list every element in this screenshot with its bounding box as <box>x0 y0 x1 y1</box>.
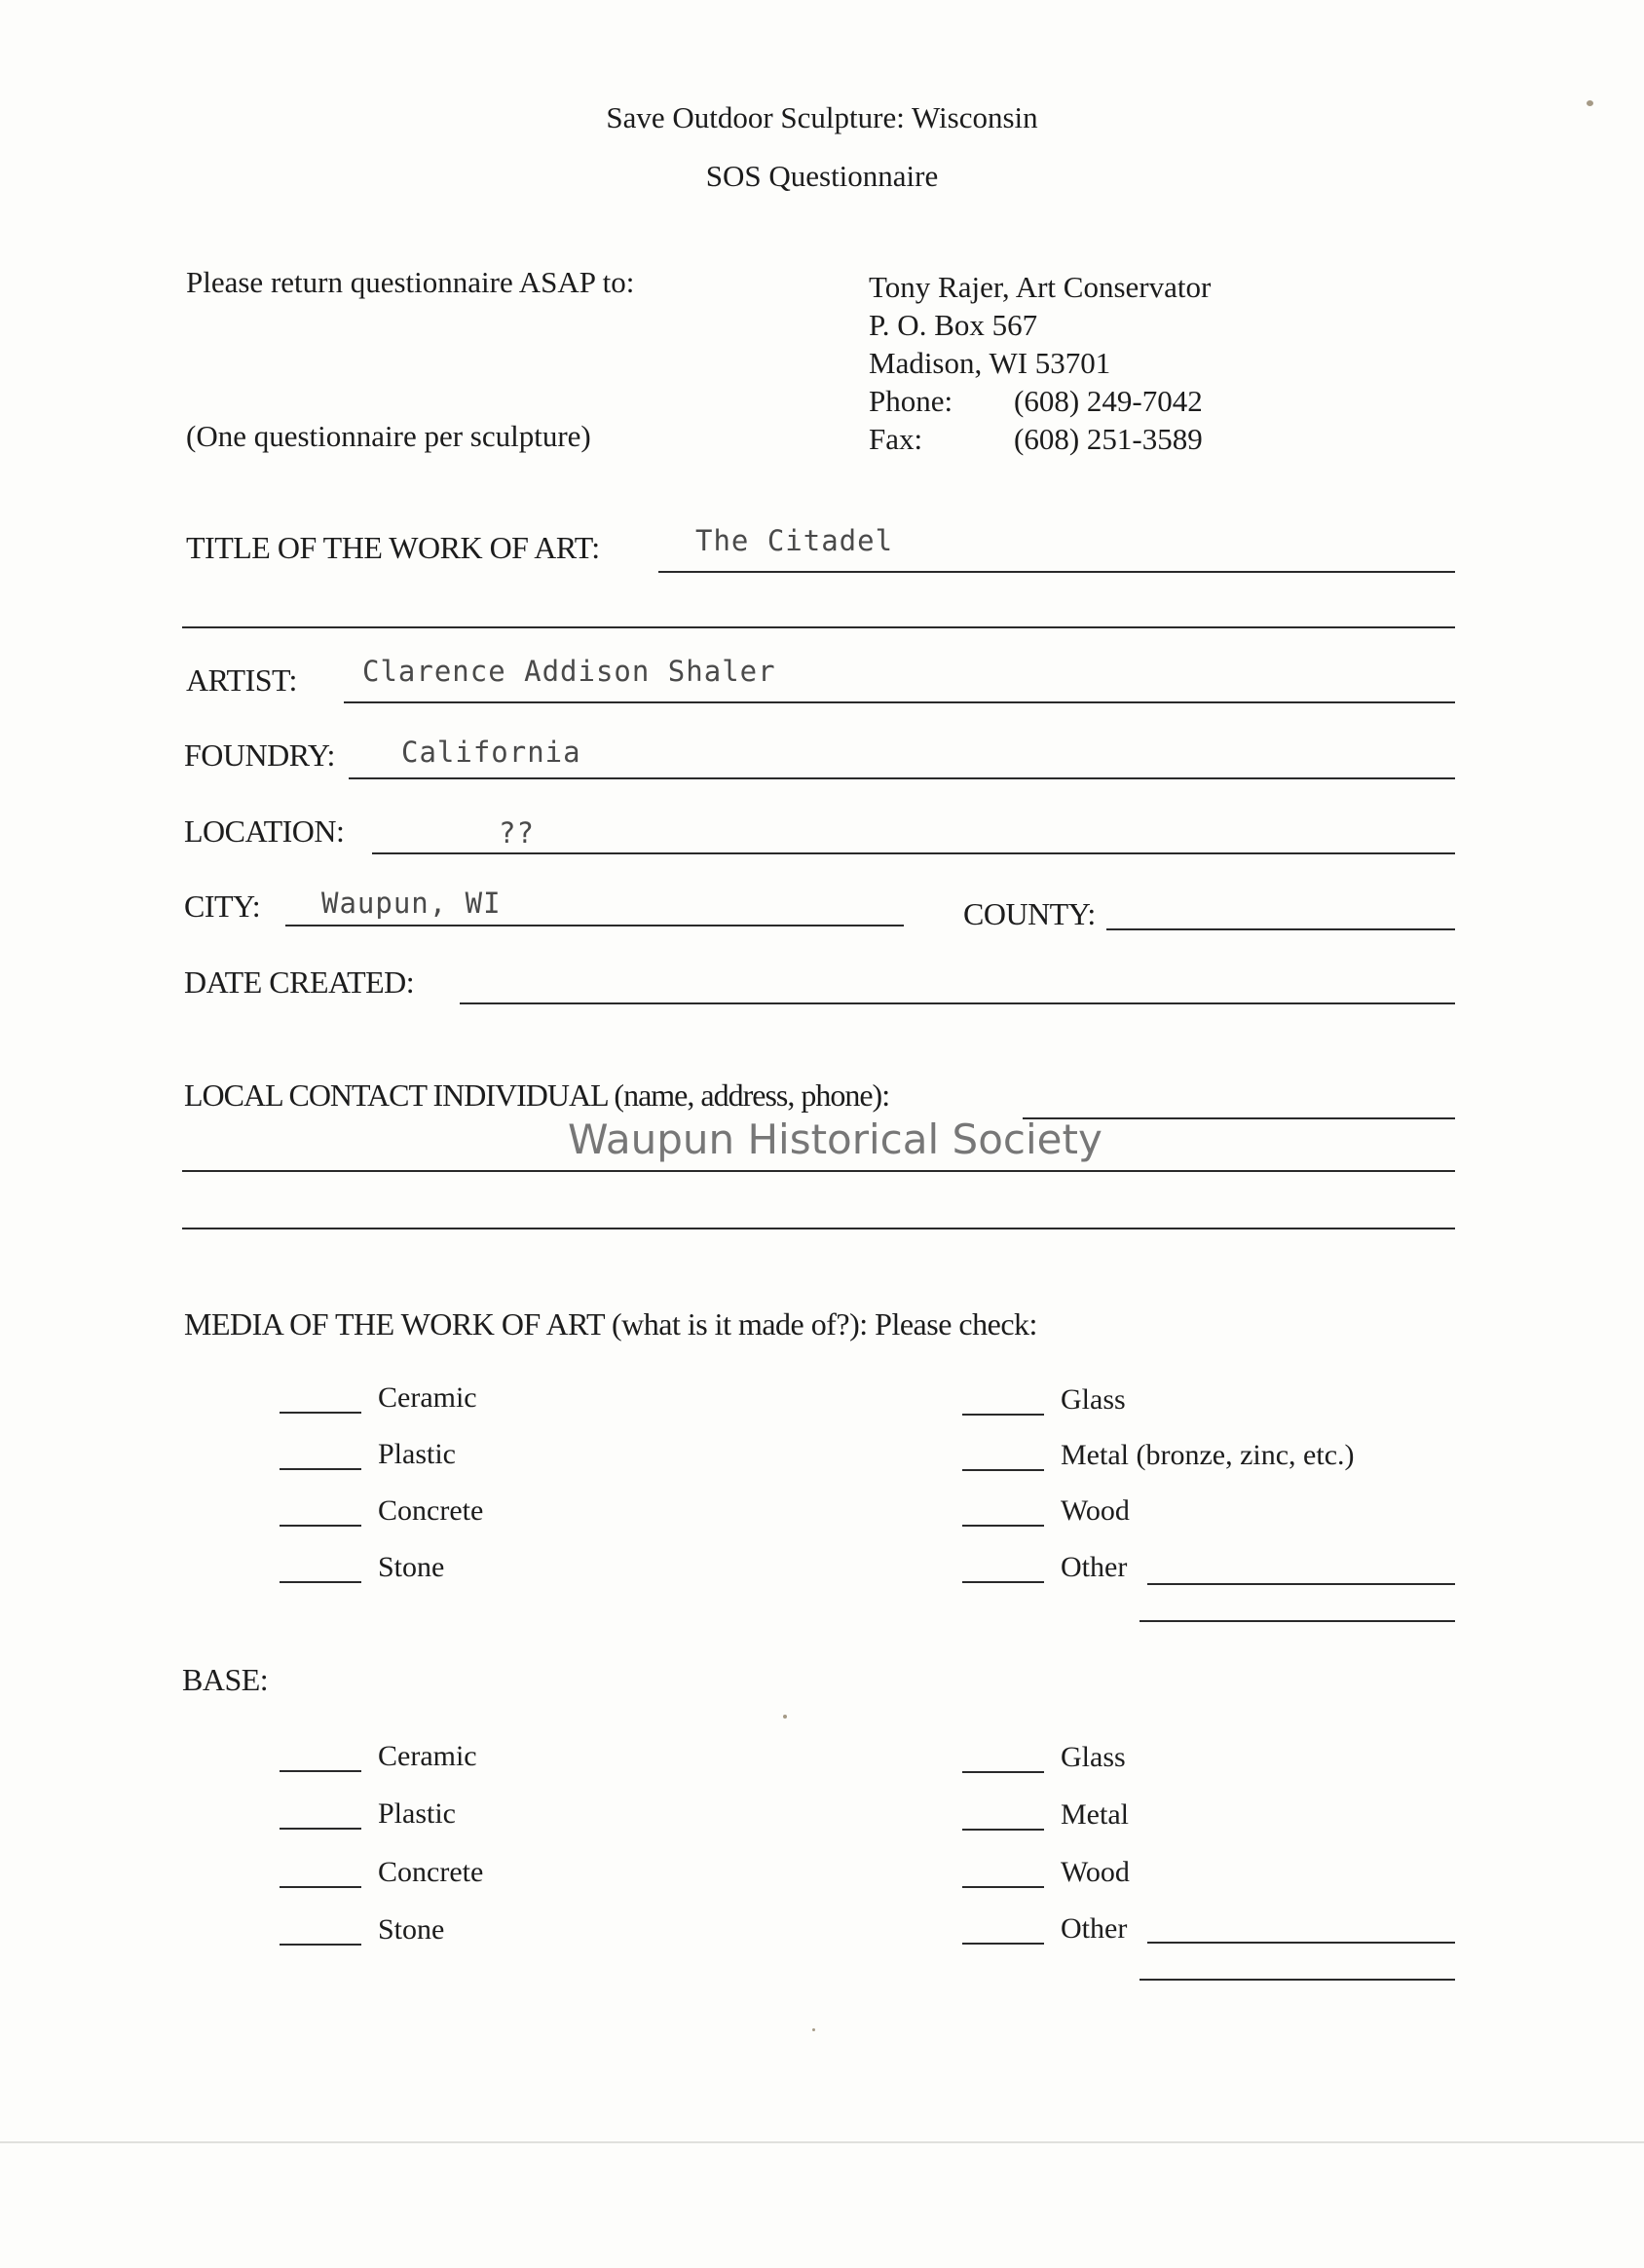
fax-label: Fax: <box>869 422 923 456</box>
phone-number: (608) 249-7042 <box>1014 384 1203 418</box>
media-plastic-checkbox[interactable] <box>280 1468 361 1470</box>
artist-label: ARTIST: <box>186 662 297 698</box>
city-value[interactable]: Waupun, WI <box>321 887 502 920</box>
media-other-line-2[interactable] <box>1140 1620 1455 1622</box>
paper-speck <box>1587 100 1593 106</box>
title-line-2 <box>182 626 1455 628</box>
title-label: TITLE OF THE WORK OF ART: <box>186 530 600 565</box>
media-metal-label: Metal (bronze, zinc, etc.) <box>1061 1439 1355 1471</box>
date-created-line <box>460 1002 1455 1004</box>
media-wood-checkbox[interactable] <box>962 1525 1044 1527</box>
base-concrete-label: Concrete <box>378 1856 484 1888</box>
location-value[interactable]: ?? <box>499 816 535 850</box>
fax-number: (608) 251-3589 <box>1014 422 1203 456</box>
media-wood-label: Wood <box>1061 1494 1130 1527</box>
city-label: CITY: <box>184 888 261 924</box>
return-name: Tony Rajer, Art Conservator <box>869 270 1212 304</box>
artist-value[interactable]: Clarence Addison Shaler <box>362 655 776 688</box>
base-heading: BASE: <box>182 1662 269 1697</box>
media-concrete-label: Concrete <box>378 1494 484 1527</box>
city-line <box>285 925 904 926</box>
base-ceramic-checkbox[interactable] <box>280 1770 361 1772</box>
local-contact-label: LOCAL CONTACT INDIVIDUAL (name, address, phone): <box>184 1077 890 1113</box>
base-stone-label: Stone <box>378 1913 445 1946</box>
base-metal-label: Metal <box>1061 1798 1129 1831</box>
base-other-label: Other <box>1061 1912 1128 1945</box>
media-glass-checkbox[interactable] <box>962 1414 1044 1416</box>
media-ceramic-checkbox[interactable] <box>280 1412 361 1414</box>
media-stone-label: Stone <box>378 1551 445 1583</box>
page-edge <box>0 2141 1644 2143</box>
title-line <box>658 571 1455 573</box>
base-concrete-checkbox[interactable] <box>280 1886 361 1888</box>
foundry-value[interactable]: California <box>401 736 581 769</box>
media-heading: MEDIA OF THE WORK OF ART (what is it made of?): Please check: <box>184 1306 1037 1342</box>
media-other-checkbox[interactable] <box>962 1581 1044 1583</box>
media-glass-label: Glass <box>1061 1383 1126 1416</box>
local-contact-value[interactable]: Waupun Historical Society <box>568 1115 1102 1163</box>
location-label: LOCATION: <box>184 813 345 849</box>
title-value[interactable]: The Citadel <box>695 524 894 557</box>
media-metal-checkbox[interactable] <box>962 1469 1044 1471</box>
base-glass-checkbox[interactable] <box>962 1771 1044 1773</box>
base-glass-label: Glass <box>1061 1741 1126 1773</box>
local-contact-line-3 <box>182 1228 1455 1229</box>
phone-label: Phone: <box>869 384 953 418</box>
base-plastic-checkbox[interactable] <box>280 1828 361 1830</box>
media-stone-checkbox[interactable] <box>280 1581 361 1583</box>
foundry-line <box>349 777 1455 779</box>
base-other-line-2[interactable] <box>1140 1979 1455 1981</box>
base-other-line[interactable] <box>1147 1942 1455 1944</box>
county-line <box>1106 928 1455 930</box>
county-label: COUNTY: <box>963 896 1096 931</box>
base-ceramic-label: Ceramic <box>378 1740 477 1772</box>
location-line <box>372 852 1455 854</box>
media-other-label: Other <box>1061 1551 1128 1583</box>
one-per-sculpture-note: (One questionnaire per sculpture) <box>186 419 591 453</box>
base-stone-checkbox[interactable] <box>280 1944 361 1946</box>
media-other-line[interactable] <box>1147 1583 1455 1585</box>
media-concrete-checkbox[interactable] <box>280 1525 361 1527</box>
media-ceramic-label: Ceramic <box>378 1381 477 1414</box>
date-created-label: DATE CREATED: <box>184 964 415 1000</box>
base-plastic-label: Plastic <box>378 1797 456 1830</box>
base-wood-label: Wood <box>1061 1856 1130 1888</box>
media-plastic-label: Plastic <box>378 1438 456 1470</box>
return-po-box: P. O. Box 567 <box>869 308 1038 342</box>
paper-speck <box>783 1715 787 1719</box>
form-subtitle: SOS Questionnaire <box>705 159 939 193</box>
return-instruction: Please return questionnaire ASAP to: <box>186 265 635 299</box>
paper-speck <box>812 2028 815 2031</box>
artist-line <box>344 701 1455 703</box>
foundry-label: FOUNDRY: <box>184 737 335 773</box>
base-wood-checkbox[interactable] <box>962 1886 1044 1888</box>
form-title: Save Outdoor Sculpture: Wisconsin <box>606 100 1038 134</box>
return-city-state-zip: Madison, WI 53701 <box>869 346 1111 380</box>
base-metal-checkbox[interactable] <box>962 1829 1044 1831</box>
local-contact-line-2 <box>182 1170 1455 1172</box>
base-other-checkbox[interactable] <box>962 1943 1044 1945</box>
